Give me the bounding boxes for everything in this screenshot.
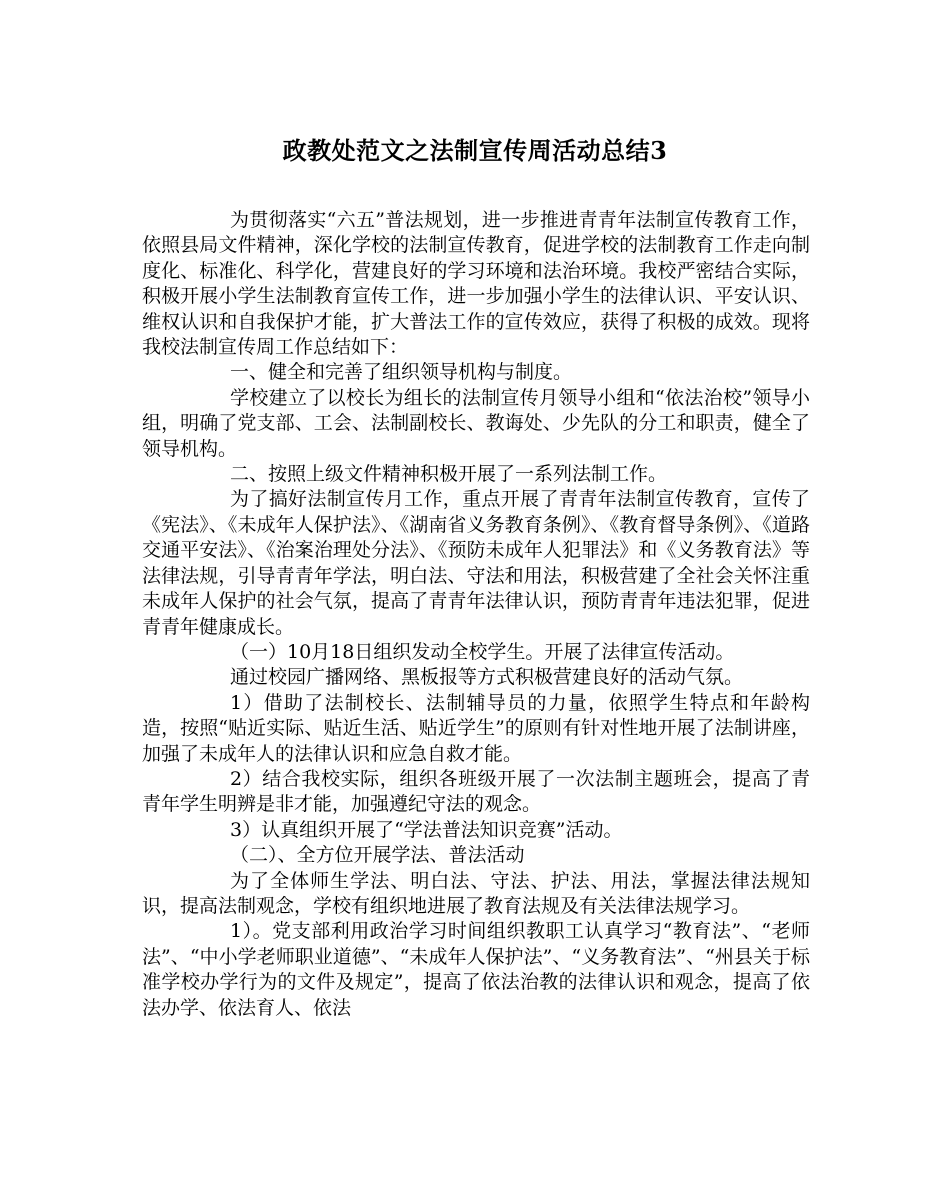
paragraph: 为了搞好法制宣传月工作，重点开展了青青年法制宣传教育，宣传了《宪法》、《未成年人保护法》、《湖南省义务教育条例》、《教育督导条例》、《道路交通平安法》、《治案治理处分法》、《预防未成年人犯罪法》和《义务教育法》等法律法规，引导青青年学法，明白法、守法和用法，积极营建了全社会关怀注重未成年人保护的社会气氛，提高了青青年法律认识，预防青青年违法犯罪，促进青青年健康成长。 (142, 488, 810, 638)
document-body (142, 208, 810, 1021)
subsection-heading: （二）、全方位开展学法、普法活动 (230, 844, 525, 867)
paragraph: 为了全体师生学法、明白法、守法、护法、用法，掌握法律法规知识，提高法制观念，学校有组织地进展了教育法规及有关法律法规学习。 (142, 869, 810, 917)
list-item: 3）认真组织开展了“学法普法知识竞赛”活动。 (230, 818, 623, 841)
list-item: 1）。党支部利用政治学习时间组织教职工认真学习“教育法”、“老师法”、“中小学老师职业道德”、“未成年人保护法”、“义务教育法”、“州县关于标准学校办学行为的文件及规定”，提高了依法治教的法律认识和观念，提高了依法办学、依法育人、依法 (142, 920, 810, 1019)
section-heading: 二、按照上级文件精神积极开展了一系列法制工作。 (230, 463, 668, 486)
document-title: 政教处范文之法制宣传周活动总结3 (282, 136, 668, 165)
section-heading: 一、健全和完善了组织领导机构与制度。 (230, 361, 573, 384)
list-item: 2）结合我校实际，组织各班级开展了一次法制主题班会，提高了青青年学生明辨是非才能，加强遵纪守法的观念。 (142, 767, 810, 816)
paragraph: 通过校园广播网络、黑板报等方式积极营建良好的活动气氛。 (230, 666, 744, 689)
paragraph: 学校建立了以校长为组长的法制宣传月领导小组和“依法治校”领导小组，明确了党支部、工会、法制副校长、教诲处、少先队的分工和职责，健全了领导机构。 (142, 386, 810, 460)
paragraph: 为贯彻落实“六五”普法规划，进一步推进青青年法制宣传教育工作，依照县局文件精神，深化学校的法制宣传教育，促进学校的法制教育工作走向制度化、标准化、科学化，营建良好的学习环境和法治环境。我校严密结合实际，积极开展小学生法制教育宣传工作，进一步加强小学生的法律认识、平安认识、维权认识和自我保护才能，扩大普法工作的宣传效应，获得了积极的成效。现将我校法制宣传周工作总结如下： (142, 209, 810, 359)
list-item: 1）借助了法制校长、法制辅导员的力量，依照学生特点和年龄构造，按照“贴近实际、贴近生活、贴近学生”的原则有针对性地开展了法制讲座，加强了未成年人的法律认识和应急自救才能。 (142, 691, 810, 765)
subsection-heading: （一）10月18日组织发动全校学生。开展了法律宣传活动。 (230, 640, 735, 663)
